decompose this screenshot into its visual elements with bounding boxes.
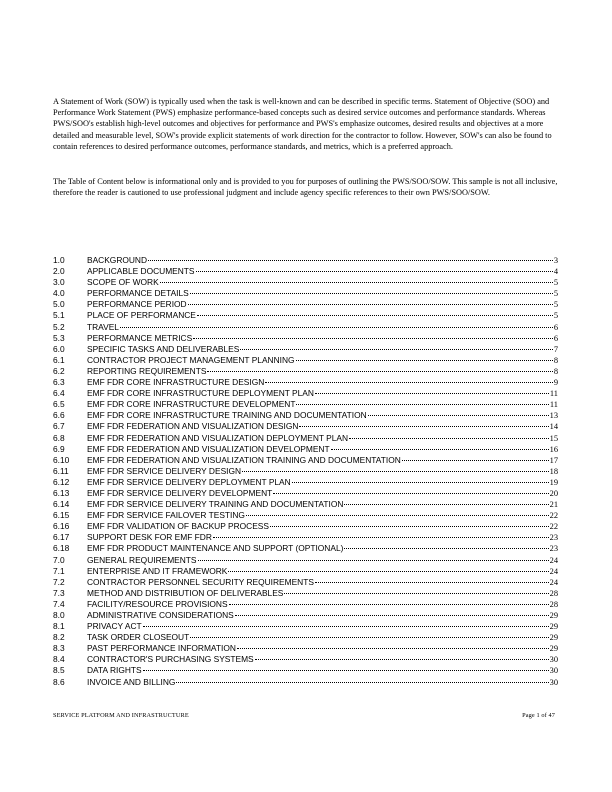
toc-page-number: 30	[549, 666, 558, 676]
toc-dot-leader	[148, 260, 553, 261]
toc-section-title: EMF FDR FEDERATION AND VISUALIZATION DESIGN	[87, 421, 299, 432]
toc-section-number: 6.4	[53, 388, 65, 399]
toc-section-number: 8.3	[53, 643, 65, 654]
footer-page-number: Page 1 of 47	[522, 712, 555, 719]
toc-page-number: 29	[549, 633, 558, 643]
toc-section-title: EMF FDR FEDERATION AND VISUALIZATION DEPLOYMENT PLAN	[87, 432, 349, 443]
toc-page-number: 29	[549, 644, 558, 654]
toc-entry[interactable]	[53, 665, 558, 676]
toc-section-title: SCOPE OF WORK	[87, 277, 159, 288]
toc-section-title: BACKGROUND	[87, 255, 148, 265]
table-of-contents	[53, 255, 558, 688]
toc-dot-leader	[213, 537, 549, 538]
toc-page-number: 20	[549, 488, 558, 498]
toc-section-title: FACILITY/RESOURCE PROVISIONS	[87, 598, 228, 609]
toc-entry[interactable]	[53, 266, 558, 277]
toc-entry[interactable]	[53, 388, 558, 399]
toc-entry[interactable]	[53, 577, 558, 588]
toc-dot-leader	[299, 426, 548, 427]
toc-dot-leader	[143, 626, 549, 627]
toc-section-number: 6.17	[53, 532, 70, 543]
toc-section-number: 5.0	[53, 299, 65, 310]
toc-page-number: 19	[549, 477, 558, 487]
toc-entry[interactable]	[53, 532, 558, 543]
toc-section-title: EMF FDR CORE INFRASTRUCTURE DEVELOPMENT	[87, 399, 296, 410]
toc-section-title: EMF FDR CORE INFRASTRUCTURE TRAINING AND DOCUMENTATION	[87, 410, 367, 421]
toc-dot-leader	[242, 471, 549, 472]
toc-dot-leader	[207, 371, 552, 372]
toc-section-number: 6.5	[53, 399, 65, 410]
toc-entry[interactable]	[53, 288, 558, 299]
toc-section-title: EMF FDR SERVICE DELIVERY DEPLOYMENT PLAN	[87, 476, 291, 487]
toc-section-number: 6.1	[53, 354, 65, 365]
toc-page-number: 23	[549, 544, 558, 554]
toc-entry[interactable]	[53, 455, 558, 466]
toc-section-title: GENERAL REQUIREMENTS	[87, 554, 197, 565]
toc-section-title: PLACE OF PERFORMANCE	[87, 310, 196, 321]
toc-page-number: 22	[549, 511, 558, 521]
toc-dot-leader	[270, 526, 549, 527]
toc-page-number: 29	[549, 622, 558, 632]
toc-section-title: PAST PERFORMANCE INFORMATION	[87, 643, 236, 654]
toc-dot-leader	[296, 360, 553, 361]
toc-section-title: EMF FDR FEDERATION AND VISUALIZATION TRAINING AND DOCUMENTATION	[87, 454, 401, 465]
toc-page-number: 4	[553, 267, 558, 277]
toc-page-number: 6	[553, 333, 558, 343]
toc-dot-leader	[315, 582, 549, 583]
toc-section-title: REPORTING REQUIREMENTS	[87, 365, 207, 376]
toc-section-number: 7.4	[53, 598, 65, 609]
toc-section-title: TASK ORDER CLOSEOUT	[87, 632, 190, 643]
toc-section-number: 5.3	[53, 332, 65, 343]
toc-section-number: 6.11	[53, 465, 69, 476]
toc-entry[interactable]	[53, 277, 558, 288]
toc-page-number: 23	[549, 533, 558, 543]
toc-page-number: 11	[549, 389, 558, 399]
toc-entry[interactable]	[53, 588, 558, 599]
toc-page-number: 29	[549, 611, 558, 620]
footer-document-title: SERVICE PLATFORM AND INFRASTRUCTURE	[53, 712, 189, 719]
toc-entry[interactable]	[53, 543, 558, 554]
toc-section-number: 7.0	[53, 554, 65, 565]
toc-section-title: PERFORMANCE METRICS	[87, 332, 193, 343]
toc-page-number: 16	[549, 444, 558, 454]
toc-section-title: EMF FDR VALIDATION OF BACKUP PROCESS	[87, 521, 269, 532]
toc-section-title: TRAVEL	[87, 321, 119, 332]
toc-page-number: 28	[549, 588, 558, 598]
toc-dot-leader	[273, 493, 548, 494]
toc-section-title: EMF FDR CORE INFRASTRUCTURE DEPLOYMENT PLAN	[87, 388, 314, 399]
toc-section-title: EMF FDR CORE INFRASTRUCTURE DESIGN	[87, 377, 265, 388]
toc-page-number: 30	[549, 655, 558, 665]
toc-dot-leader	[265, 382, 553, 383]
toc-dot-leader	[190, 293, 553, 294]
toc-entry[interactable]	[53, 344, 558, 355]
toc-page-number: 13	[549, 411, 558, 421]
toc-dot-leader	[246, 515, 549, 516]
toc-entry[interactable]	[53, 499, 558, 510]
toc-dot-leader	[331, 449, 549, 450]
toc-section-number: 7.1	[53, 565, 65, 576]
toc-entry[interactable]	[53, 677, 558, 688]
toc-dot-leader	[160, 282, 553, 283]
toc-dot-leader	[196, 271, 553, 272]
toc-section-number: 4.0	[53, 288, 65, 299]
toc-section-number: 7.2	[53, 576, 65, 587]
toc-dot-leader	[237, 648, 549, 649]
toc-entry[interactable]	[53, 410, 558, 421]
toc-section-number: 8.1	[53, 621, 65, 632]
toc-entry[interactable]	[53, 477, 558, 488]
toc-section-number: 6.9	[53, 443, 65, 454]
toc-dot-leader	[229, 604, 549, 605]
toc-section-number: 3.0	[53, 277, 65, 288]
toc-section-number: 5.1	[53, 310, 65, 321]
toc-section-number: 6.7	[53, 421, 65, 432]
toc-section-number: 8.2	[53, 632, 65, 643]
toc-entry[interactable]	[53, 610, 558, 621]
toc-entry[interactable]	[53, 488, 558, 499]
toc-section-title: EMF FDR SERVICE DELIVERY DEVELOPMENT	[87, 487, 273, 498]
toc-entry[interactable]	[53, 654, 558, 665]
toc-page-number: 24	[549, 555, 558, 565]
toc-dot-leader	[344, 504, 548, 505]
toc-page-number: 6	[553, 322, 558, 332]
toc-section-number: 6.16	[53, 521, 70, 532]
toc-section-number: 8.5	[53, 665, 65, 676]
toc-section-title: CONTRACTOR PERSONNEL SECURITY REQUIREMENTS	[87, 576, 314, 587]
toc-section-title: ADMINISTRATIVE CONSIDERATIONS	[87, 610, 234, 620]
toc-section-title: PRIVACY ACT	[87, 621, 142, 632]
toc-page-number: 11	[549, 400, 558, 410]
toc-section-number: 6.12	[53, 476, 70, 487]
toc-entry[interactable]	[53, 377, 558, 388]
toc-dot-leader	[368, 415, 549, 416]
toc-entry[interactable]	[53, 466, 558, 477]
toc-dot-leader	[176, 682, 548, 683]
toc-dot-leader	[228, 571, 548, 572]
toc-section-title: SUPPORT DESK FOR EMF FDR	[87, 532, 212, 543]
toc-entry[interactable]	[53, 599, 558, 610]
toc-page-number: 5	[553, 278, 558, 288]
toc-section-number: 6.8	[53, 432, 65, 443]
toc-dot-leader	[198, 560, 549, 561]
intro-paragraph-1: A Statement of Work (SOW) is typically used when the task is well-known and can be described in specific terms. Statement of Objective (SOO) and Performance Work Statement (PWS) emphasize performance-based concepts such as desired service outcomes and performance standards. Whereas PWS/SOO's establish high-level outcomes and objectives for performance and PWS's emphasize outcomes, desired results and objectives at a more detailed and measurable level, SOW's provide explicit statements of work direction for the contractor to follow. However, SOW's can also be found to contain references to desired performance outcomes, performance standards, and metrics, which is a preferred approach.	[53, 97, 552, 151]
toc-section-title: PERFORMANCE PERIOD	[87, 299, 187, 310]
toc-dot-leader	[402, 460, 549, 461]
toc-entry[interactable]	[53, 366, 558, 377]
intro-paragraph-2: The Table of Content below is informational only and is provided to you for purposes of outlining the PWS/SOO/SOW. This sample is not all inclusive, therefore the reader is cautioned to use professional judgment and include agency specific references to their own PWS/SOO/SOW.	[53, 177, 558, 198]
toc-entry[interactable]	[53, 355, 558, 366]
toc-dot-leader	[344, 548, 548, 549]
toc-page-number: 5	[553, 311, 558, 321]
toc-section-number: 6.18	[53, 543, 70, 554]
toc-page-number: 15	[549, 433, 558, 443]
toc-dot-leader	[235, 615, 549, 616]
toc-section-title: ENTERPRISE AND IT FRAMEWORK	[87, 565, 228, 576]
toc-entry[interactable]	[53, 322, 558, 333]
toc-dot-leader	[255, 659, 549, 660]
toc-section-number: 6.0	[53, 343, 65, 354]
toc-section-title: APPLICABLE DOCUMENTS	[87, 266, 195, 277]
toc-section-number: 6.14	[53, 499, 70, 510]
toc-page-number: 22	[549, 522, 558, 532]
toc-section-number: 6.2	[53, 365, 65, 376]
toc-dot-leader	[284, 593, 548, 594]
toc-section-number: 1.0	[53, 255, 65, 265]
toc-section-number: 5.2	[53, 321, 65, 332]
toc-section-title: EMF FDR SERVICE DELIVERY DESIGN	[87, 465, 242, 476]
toc-section-number: 6.15	[53, 510, 70, 521]
toc-entry[interactable]	[53, 555, 558, 566]
toc-section-title: DATA RIGHTS	[87, 665, 142, 676]
toc-section-number: 6.13	[53, 487, 70, 498]
toc-entry[interactable]	[53, 333, 558, 344]
toc-dot-leader	[349, 438, 549, 439]
toc-page-number: 14	[549, 422, 558, 432]
toc-section-title: EMF FDR PRODUCT MAINTENANCE AND SUPPORT (OPTIONAL)	[87, 543, 344, 554]
toc-dot-leader	[188, 304, 553, 305]
toc-dot-leader	[190, 637, 548, 638]
toc-page-number: 3	[553, 256, 558, 265]
toc-dot-leader	[292, 482, 549, 483]
toc-section-title: CONTRACTOR PROJECT MANAGEMENT PLANNING	[87, 354, 295, 365]
toc-entry[interactable]	[53, 521, 558, 532]
toc-page-number: 30	[549, 677, 558, 687]
toc-entry[interactable]	[53, 399, 558, 410]
toc-dot-leader	[120, 327, 553, 328]
toc-entry[interactable]	[53, 310, 558, 321]
toc-entry[interactable]	[53, 643, 558, 654]
toc-section-number: 7.3	[53, 587, 65, 598]
toc-section-title: EMF FDR SERVICE DELIVERY TRAINING AND DOCUMENTATION	[87, 499, 344, 510]
toc-page-number: 28	[549, 599, 558, 609]
toc-entry[interactable]	[53, 621, 558, 632]
toc-section-number: 2.0	[53, 266, 65, 277]
toc-section-title: SPECIFIC TASKS AND DELIVERABLES	[87, 343, 240, 354]
toc-dot-leader	[296, 404, 548, 405]
toc-page-number: 5	[553, 300, 558, 310]
toc-entry[interactable]	[53, 255, 558, 266]
toc-section-title: EMF FDR FEDERATION AND VISUALIZATION DEVELOPMENT	[87, 443, 330, 454]
toc-section-number: 8.6	[53, 676, 65, 687]
toc-section-number: 8.0	[53, 610, 65, 620]
toc-section-title: CONTRACTOR'S PURCHASING SYSTEMS	[87, 654, 254, 665]
toc-entry[interactable]	[53, 566, 558, 577]
toc-page-number: 7	[553, 344, 558, 354]
toc-dot-leader	[315, 393, 549, 394]
toc-dot-leader	[197, 315, 553, 316]
toc-dot-leader	[193, 338, 553, 339]
toc-dot-leader	[240, 349, 552, 350]
toc-section-title: EMF FDR SERVICE FAILOVER TESTING	[87, 510, 245, 521]
toc-entry[interactable]	[53, 632, 558, 643]
toc-dot-leader	[143, 670, 549, 671]
toc-page-number: 24	[549, 566, 558, 576]
toc-entry[interactable]	[53, 510, 558, 521]
toc-section-title: METHOD AND DISTRIBUTION OF DELIVERABLES	[87, 587, 284, 598]
toc-entry[interactable]	[53, 433, 558, 444]
toc-page-number: 8	[553, 366, 558, 376]
toc-section-title: PERFORMANCE DETAILS	[87, 288, 189, 299]
toc-page-number: 24	[549, 577, 558, 587]
page-footer	[53, 712, 555, 719]
toc-section-number: 6.10	[53, 454, 70, 465]
toc-page-number: 17	[549, 455, 558, 465]
toc-entry[interactable]	[53, 444, 558, 455]
toc-section-number: 6.3	[53, 377, 65, 388]
toc-page-number: 21	[549, 500, 558, 510]
toc-section-number: 8.4	[53, 654, 65, 665]
toc-page-number: 9	[553, 378, 558, 388]
toc-section-title: INVOICE AND BILLING	[87, 676, 176, 687]
toc-page-number: 18	[549, 466, 558, 476]
toc-section-number: 6.6	[53, 410, 65, 421]
toc-entry[interactable]	[53, 421, 558, 432]
toc-entry[interactable]	[53, 299, 558, 310]
toc-page-number: 5	[553, 289, 558, 299]
toc-page-number: 8	[553, 355, 558, 365]
